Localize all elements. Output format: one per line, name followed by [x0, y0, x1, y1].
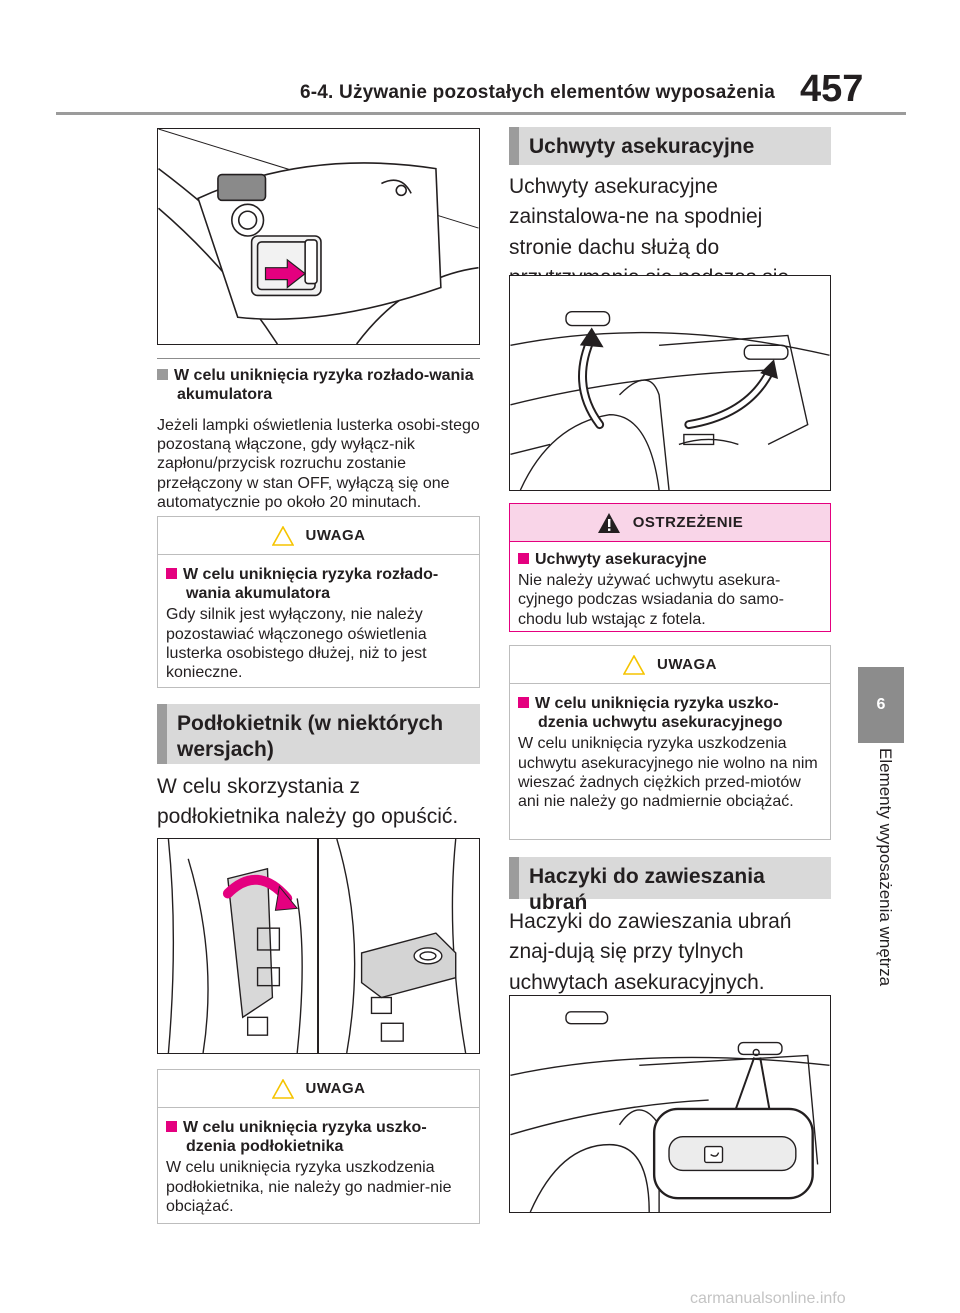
caution-subtitle: W celu uniknięcia ryzyka rozłado-wania akumulatora [166, 565, 471, 603]
caution-triangle-icon [272, 526, 294, 546]
grab-handles-section-heading: Uchwyty asekuracyjne [509, 127, 831, 165]
caution-box-battery [157, 516, 480, 688]
caution-triangle-icon [623, 655, 645, 675]
square-bullet-icon [518, 553, 529, 564]
battery-note-text: Jeżeli lampki oświetlenia lusterka osobi-stego pozostaną włączone, gdy wyłącz-nik zapłonu/przycisk rozruchu zostanie przełączony w stan OFF, wyłączą się one automatycznie po około 20 minutach. [157, 417, 480, 511]
warning-subtitle: Uchwyty asekuracyjne [518, 550, 822, 569]
grab-handles-illustration [509, 275, 831, 491]
grab-handles-section-text: Uchwyty asekuracyjne zainstalowa-ne na spodniej stronie dachu służą do [509, 175, 763, 259]
square-bullet-icon [157, 369, 168, 380]
vanity-mirror-drawing [158, 129, 479, 344]
caution-text: W celu uniknięcia ryzyka uszkodzenia uchwytu asekuracyjnego nie wolno na nim wieszać żadnych ciężkich przed-miotów ani nie należy go nadmiernie obciążać. [518, 735, 818, 810]
square-bullet-icon [518, 697, 529, 708]
warning-text: Nie należy używać uchwytu asekura-cyjnego podczas wsiadania do samo-chodu lub wstając z fotela. [518, 572, 784, 628]
armrest-illustration [157, 838, 480, 1054]
caution-box-header [158, 517, 479, 555]
chapter-tab[interactable]: 6 [858, 667, 904, 743]
battery-note-title: W celu uniknięcia ryzyka rozłado-wania akumulatora [157, 366, 480, 404]
armrest-section-heading: Podłokietnik (w niektórych wersjach) [157, 704, 480, 764]
chapter-tab-title: Elementy wyposażenia wnętrza [876, 748, 895, 987]
caution-subtitle: W celu uniknięcia ryzyka uszko-dzenia uchwytu asekuracyjnego [518, 694, 822, 732]
watermark: carmanualsonline.info [690, 1290, 846, 1307]
armrest-section-text: W celu skorzystania z podłokietnika należy go opuścić. [157, 775, 459, 829]
warning-label: OSTRZEŻENIE [632, 514, 744, 531]
caution-box-header [158, 1070, 479, 1108]
coat-hooks-drawing [510, 996, 830, 1212]
square-bullet-icon [166, 568, 177, 579]
coat-hooks-illustration [509, 995, 831, 1213]
warning-box-header [510, 504, 830, 542]
caution-box-header [510, 646, 830, 684]
square-bullet-icon [166, 1121, 177, 1132]
caution-subtitle: W celu uniknięcia ryzyka uszko-dzenia podłokietnika [166, 1118, 471, 1156]
caution-label: UWAGA [305, 527, 366, 544]
caution-box-armrest [157, 1069, 480, 1224]
caution-text: Gdy silnik jest wyłączony, nie należy pozostawiać włączonego oświetlenia lusterka osobistego dłużej, niż to jest konieczne. [166, 606, 427, 681]
page-number: 457 [800, 68, 864, 110]
warning-triangle-icon [597, 512, 621, 534]
header-rule [56, 112, 906, 115]
armrest-drawing [158, 839, 479, 1053]
caution-text: W celu uniknięcia ryzyka uszkodzenia podłokietnika, nie należy go nadmier-nie obciążać. [166, 1159, 452, 1215]
note-divider [157, 358, 480, 359]
coat-hooks-section-heading: Haczyki do zawieszania ubrań [509, 857, 831, 899]
caution-label: UWAGA [305, 1080, 366, 1097]
warning-box-handles [509, 503, 831, 632]
caution-label: UWAGA [657, 656, 717, 673]
caution-box-handles [509, 645, 831, 840]
running-header-title: 6-4. Używanie pozostałych elementów wyposażenia [300, 82, 776, 103]
vanity-mirror-illustration [157, 128, 480, 345]
grab-handles-drawing [510, 276, 830, 490]
coat-hooks-section-text: Haczyki do zawieszania ubrań znaj-dują się przy tylnych uchwytach asekuracyjnych. [509, 910, 792, 994]
caution-triangle-icon [272, 1079, 294, 1099]
